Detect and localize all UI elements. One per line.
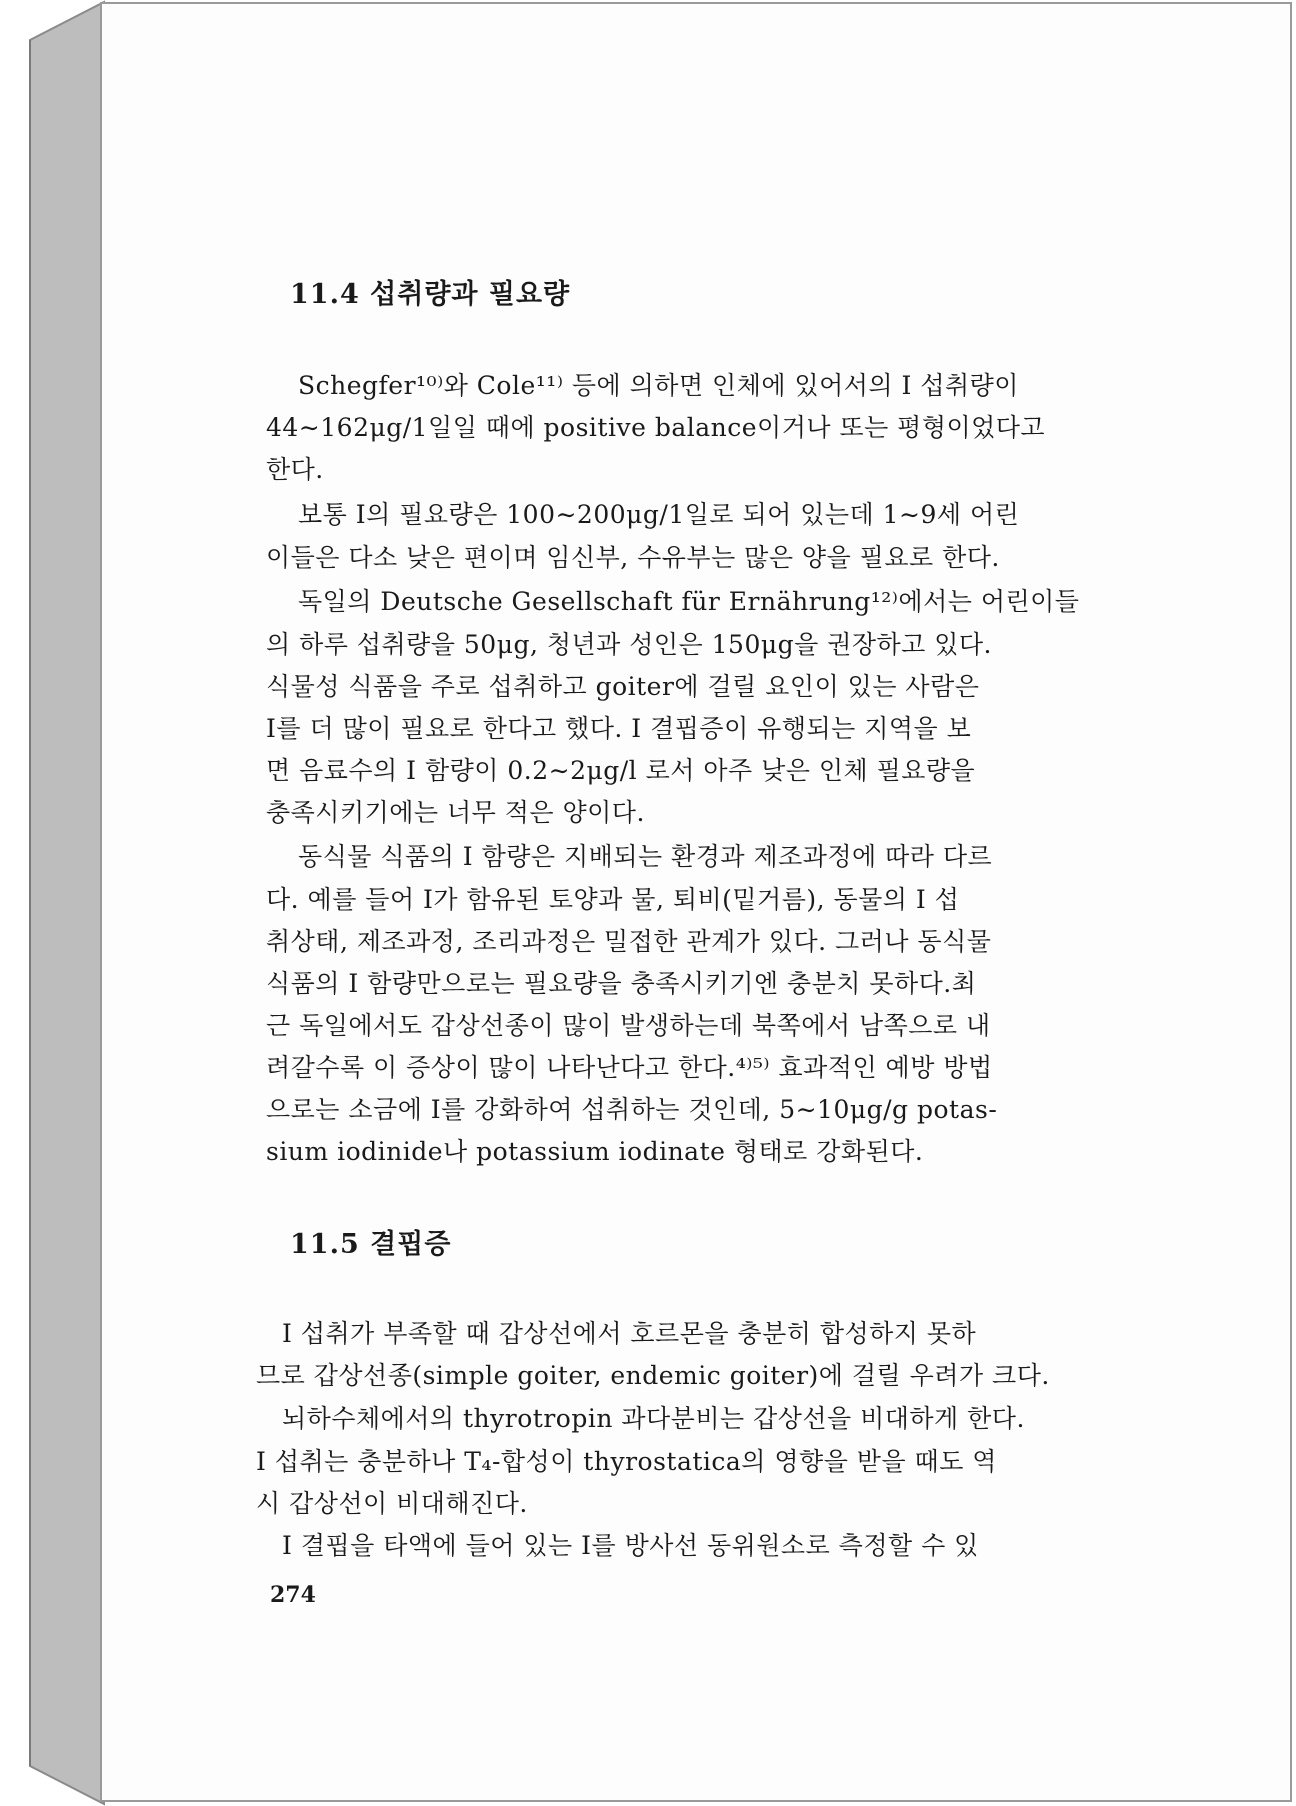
text-line: Schegfer¹⁰⁾와 Cole¹¹⁾ 등에 의하면 인체에 있어서의 I 섭취량이 bbox=[298, 371, 1019, 400]
text-line: 보통 I의 필요량은 100∼200μg/1일로 되어 있는데 1∼9세 어린 bbox=[298, 500, 1020, 529]
text-line: 식물성 식품을 주로 섭취하고 goiter에 걸릴 요인이 있는 사람은 bbox=[266, 672, 980, 701]
text-line: 므로 갑상선종(simple goiter, endemic goiter)에 걸릴 우려가 크다. bbox=[256, 1361, 1050, 1390]
text-line: 취상태, 제조과정, 조리과정은 밀접한 관계가 있다. 그러나 동식물 bbox=[266, 927, 992, 956]
text-line: 뇌하수체에서의 thyrotropin 과다분비는 갑상선을 비대하게 한다. bbox=[282, 1404, 1025, 1433]
text-line: 려갈수록 이 증상이 많이 나타난다고 한다.⁴⁾⁵⁾ 효과적인 예방 방법 bbox=[266, 1053, 993, 1082]
text-line: I 결핍을 타액에 들어 있는 I를 방사선 동위원소로 측정할 수 있 bbox=[282, 1531, 979, 1560]
text-line: 독일의 Deutsche Gesellschaft für Ernährung¹²⁾에서는 어린이들 bbox=[298, 587, 1080, 616]
text-line: 으로는 소금에 I를 강화하여 섭취하는 것인데, 5∼10μg/g potas- bbox=[266, 1095, 998, 1124]
text-line: I 섭취가 부족할 때 갑상선에서 호르몬을 충분히 합성하지 못하 bbox=[282, 1319, 977, 1348]
text-line: 한다. bbox=[266, 455, 324, 484]
text-line: 시 갑상선이 비대해진다. bbox=[256, 1489, 528, 1518]
text-line: 면 음료수의 I 함량이 0.2∼2μg/l 로서 아주 낮은 인체 필요량을 bbox=[266, 756, 976, 785]
text-line: I 섭취는 충분하나 T₄-합성이 thyrostatica의 영향을 받을 때도 역 bbox=[256, 1447, 997, 1476]
text-line: 충족시키기에는 너무 적은 양이다. bbox=[266, 798, 645, 827]
text-line: 근 독일에서도 갑상선종이 많이 발생하는데 북쪽에서 남쪽으로 내 bbox=[266, 1011, 991, 1040]
text-line: 식품의 I 함량만으로는 필요량을 충족시키기엔 충분치 못하다.최 bbox=[266, 969, 977, 998]
page-number: 274 bbox=[270, 1582, 316, 1608]
text-line: sium iodinide나 potassium iodinate 형태로 강화된다. bbox=[266, 1137, 924, 1166]
text-line: 44∼162μg/1일일 때에 positive balance이거나 또는 평형이었다고 bbox=[266, 413, 1046, 442]
text-line: 다. 예를 들어 I가 함유된 토양과 물, 퇴비(밑거름), 동물의 I 섭 bbox=[266, 885, 960, 914]
text-line: 이들은 다소 낮은 편이며 임신부, 수유부는 많은 양을 필요로 한다. bbox=[266, 543, 1000, 572]
section-heading-11-5: 11.5 결핍증 bbox=[290, 1229, 452, 1260]
text-line: I를 더 많이 필요로 한다고 했다. I 결핍증이 유행되는 지역을 보 bbox=[266, 714, 972, 743]
text-line: 의 하루 섭취량을 50μg, 청년과 성인은 150μg을 권장하고 있다. bbox=[266, 630, 993, 659]
section-heading-11-4: 11.4 섭취량과 필요량 bbox=[290, 279, 571, 310]
text-line: 동식물 식품의 I 함량은 지배되는 환경과 제조과정에 따라 다르 bbox=[298, 842, 993, 871]
